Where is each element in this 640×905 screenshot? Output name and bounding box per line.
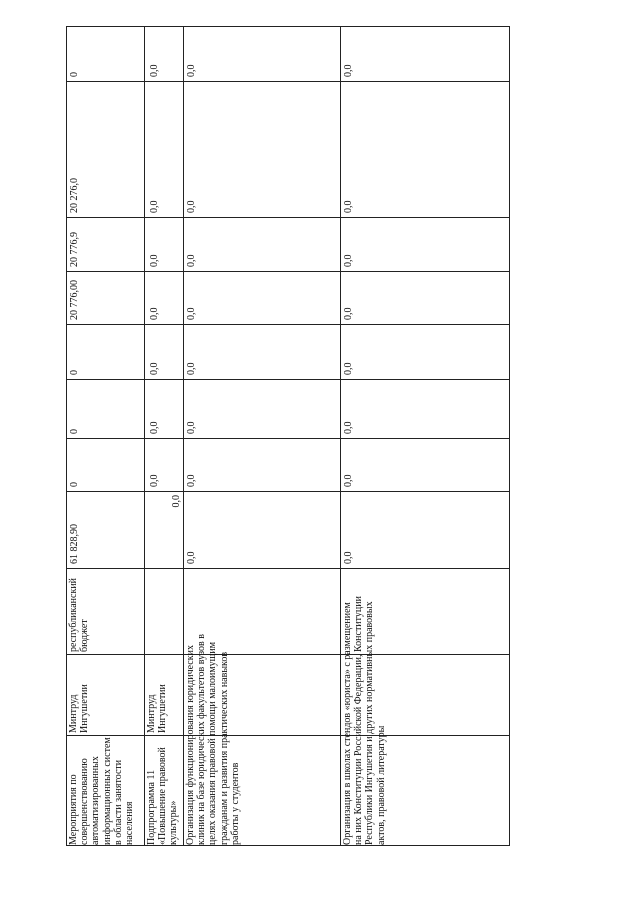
value-y2: 0 [69, 429, 80, 434]
executor: Минтруд Ингушетии [68, 684, 91, 733]
value-cell [184, 27, 341, 81]
value-cell [145, 324, 184, 379]
value-cell [67, 81, 145, 217]
value-y6: 0,0 [149, 200, 160, 213]
value-cell [184, 438, 341, 491]
total-cell [67, 491, 145, 568]
executor: Минтруд Ингушетии [146, 684, 169, 733]
value-cell [67, 324, 145, 379]
value-cell [184, 81, 341, 217]
value-cell [341, 271, 511, 324]
value-cell [184, 379, 341, 438]
total-value: 0,0 [343, 551, 354, 564]
source-cell [67, 568, 145, 654]
total-cell [341, 491, 511, 568]
value-cell [184, 271, 341, 324]
value-cell [145, 438, 184, 491]
value-cell [341, 217, 511, 271]
value-y6: 0,0 [343, 200, 354, 213]
value-y5: 0,0 [343, 254, 354, 267]
total-cell [145, 491, 184, 568]
value-y2: 0,0 [149, 421, 160, 434]
value-y1: 0,0 [149, 474, 160, 487]
value-y5: 0,0 [149, 254, 160, 267]
value-y3: 0,0 [343, 362, 354, 375]
row-name: Мероприятия по совершенствованию автоматизированных информационных систем в области занятости населения [68, 737, 136, 845]
value-cell [184, 217, 341, 271]
value-y8: 0,0 [149, 64, 160, 77]
value-cell [145, 81, 184, 217]
executor-cell [67, 654, 145, 735]
rotated-table [66, 26, 510, 846]
value-y4: 0,0 [343, 307, 354, 320]
value-y3: 0,0 [186, 362, 197, 375]
value-cell [145, 217, 184, 271]
executor-cell [145, 654, 184, 735]
value-cell [67, 217, 145, 271]
value-y1: 0 [69, 482, 80, 487]
row-name: Подпрограмма 11 «Повышение правовой культуры» [146, 747, 180, 845]
row-name-cell [184, 617, 341, 847]
total-value: 0,0 [186, 551, 197, 564]
value-y8: 0,0 [186, 64, 197, 77]
row-name-cell [341, 592, 511, 847]
total-value: 61 828,90 [69, 524, 80, 564]
row-name-cell [67, 735, 145, 847]
value-cell [341, 27, 511, 81]
value-y5: 20 776,9 [69, 232, 80, 267]
value-y1: 0,0 [186, 474, 197, 487]
value-y8: 0 [69, 72, 80, 77]
total-value: 0,0 [171, 495, 182, 508]
value-cell [67, 271, 145, 324]
value-y8: 0,0 [343, 64, 354, 77]
funding-source: республиканский бюджет [68, 577, 91, 652]
value-y5: 0,0 [186, 254, 197, 267]
value-cell [67, 379, 145, 438]
row-name: Организация в школах стендов «юриста» с размещением на них Конституции Российской Федерации, Конституции Республики Ингушетия и других нормативных правовых актов, правовой литературы [342, 596, 387, 845]
table-row [184, 27, 341, 845]
value-y3: 0,0 [149, 362, 160, 375]
value-y3: 0 [69, 370, 80, 375]
table-row [341, 27, 511, 845]
value-cell [341, 379, 511, 438]
value-cell [145, 379, 184, 438]
row-name: Организация функционирования юридических клиник на базе юридических факультетов вузов в целях оказания правовой помощи малоимущим гражданам и развития практических навыков работы у студентов [185, 634, 241, 845]
value-cell [341, 438, 511, 491]
value-y6: 0,0 [186, 200, 197, 213]
value-y4: 20 776,00 [69, 280, 80, 320]
value-y2: 0,0 [343, 421, 354, 434]
value-cell [67, 438, 145, 491]
row-name-cell [145, 735, 184, 847]
table-row [145, 27, 184, 845]
table-row [67, 27, 145, 845]
value-cell [184, 324, 341, 379]
value-cell [67, 27, 145, 81]
value-y4: 0,0 [186, 307, 197, 320]
value-y4: 0,0 [149, 307, 160, 320]
value-cell [341, 81, 511, 217]
total-cell [184, 491, 341, 568]
value-cell [145, 271, 184, 324]
value-y6: 20 276,0 [69, 178, 80, 213]
value-y1: 0,0 [343, 474, 354, 487]
value-cell [341, 324, 511, 379]
value-cell [145, 27, 184, 81]
value-y2: 0,0 [186, 421, 197, 434]
